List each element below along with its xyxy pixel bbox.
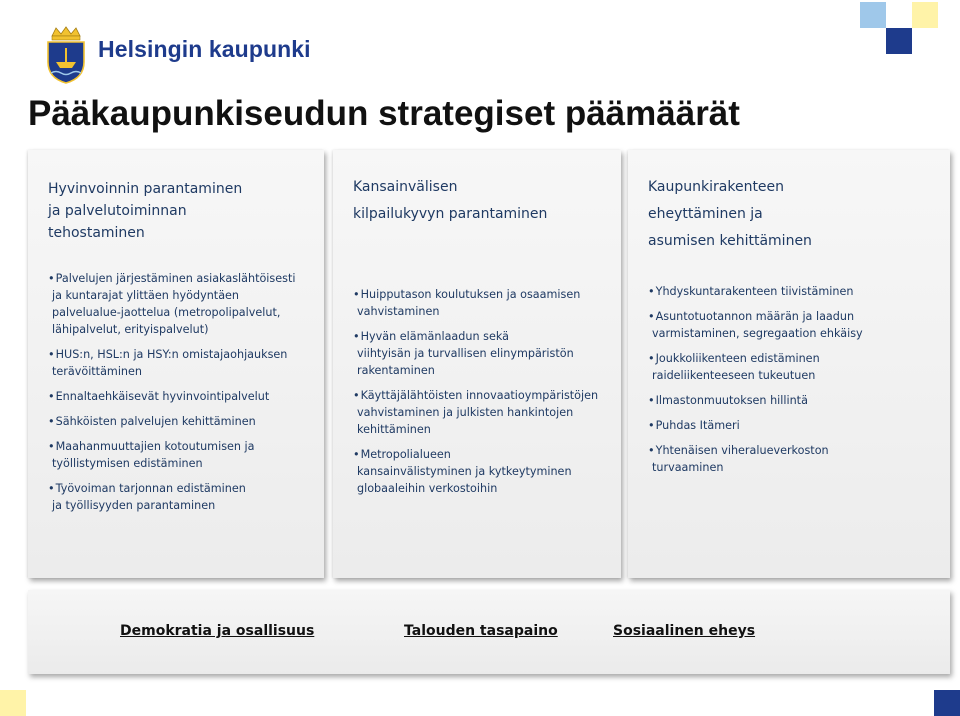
column-heading: Kansainvälisen kilpailukyvyn parantaminen — [353, 179, 548, 222]
page-title: Pääkaupunkiseudun strategiset päämäärät — [28, 94, 740, 133]
goal-column-wellbeing — [28, 150, 324, 578]
column-item-list — [353, 286, 598, 505]
value-democracy: Demokratia ja osallisuus — [120, 623, 315, 639]
list-item: • Palvelujen järjestäminen asiakaslähtöisesti ja kuntarajat ylittäen hyödyntäen palvelualue-jaottelua (metropolipalvelut, lähipalvelut, erityispalvelut) — [48, 270, 295, 338]
list-item: • Ennaltaehkäisevät hyvinvointipalvelut — [48, 388, 295, 405]
goal-column-urban-structure — [628, 150, 950, 578]
value-economy: Talouden tasapaino — [404, 623, 558, 639]
list-item: • Puhdas Itämeri — [648, 417, 863, 434]
list-item: • Sähköisten palvelujen kehittäminen — [48, 413, 295, 430]
shared-values-bar — [28, 590, 950, 674]
column-heading: Hyvinvoinnin parantaminen ja palvelutoiminnan tehostaminen — [48, 181, 243, 241]
list-item: • HUS:n, HSL:n ja HSY:n omistajaohjauksen terävöittäminen — [48, 346, 295, 380]
decorative-square — [886, 2, 912, 28]
decorative-square — [912, 2, 938, 28]
list-item: • Joukkoliikenteen edistäminen raideliikenteeseen tukeutuen — [648, 350, 863, 384]
column-item-list — [648, 283, 863, 484]
list-item: • Käyttäjälähtöisten innovaatioympäristöjen vahvistaminen ja julkisten hankintojen kehittäminen — [353, 387, 598, 438]
value-social-cohesion: Sosiaalinen eheys — [613, 623, 756, 639]
list-item: • Asuntotuotannon määrän ja laadun varmistaminen, segregaation ehkäisy — [648, 308, 863, 342]
list-item: • Maahanmuuttajien kotoutumisen ja työllistymisen edistäminen — [48, 438, 295, 472]
helsinki-coat-of-arms-icon — [44, 26, 88, 84]
list-item: • Ilmastonmuutoksen hillintä — [648, 392, 863, 409]
list-item: • Työvoiman tarjonnan edistäminen ja työllisyyden parantaminen — [48, 480, 295, 514]
decorative-square — [860, 2, 886, 28]
list-item: • Yhtenäisen viheralueverkoston turvaaminen — [648, 442, 863, 476]
brand-name: Helsingin kaupunki — [98, 36, 311, 62]
decorative-square — [0, 690, 26, 716]
decorative-square — [886, 28, 912, 54]
column-heading: Kaupunkirakenteen eheyttäminen ja asumisen kehittäminen — [648, 179, 812, 249]
decorative-square — [934, 690, 960, 716]
column-item-list — [48, 270, 295, 522]
list-item: • Huipputason koulutuksen ja osaamisen vahvistaminen — [353, 286, 598, 320]
list-item: • Metropolialueen kansainvälistyminen ja kytkeytyminen globaaleihin verkostoihin — [353, 446, 598, 497]
goal-column-competitiveness — [333, 150, 621, 578]
list-item: • Yhdyskuntarakenteen tiivistäminen — [648, 283, 863, 300]
list-item: • Hyvän elämänlaadun sekä viihtyisän ja turvallisen elinympäristön rakentaminen — [353, 328, 598, 379]
